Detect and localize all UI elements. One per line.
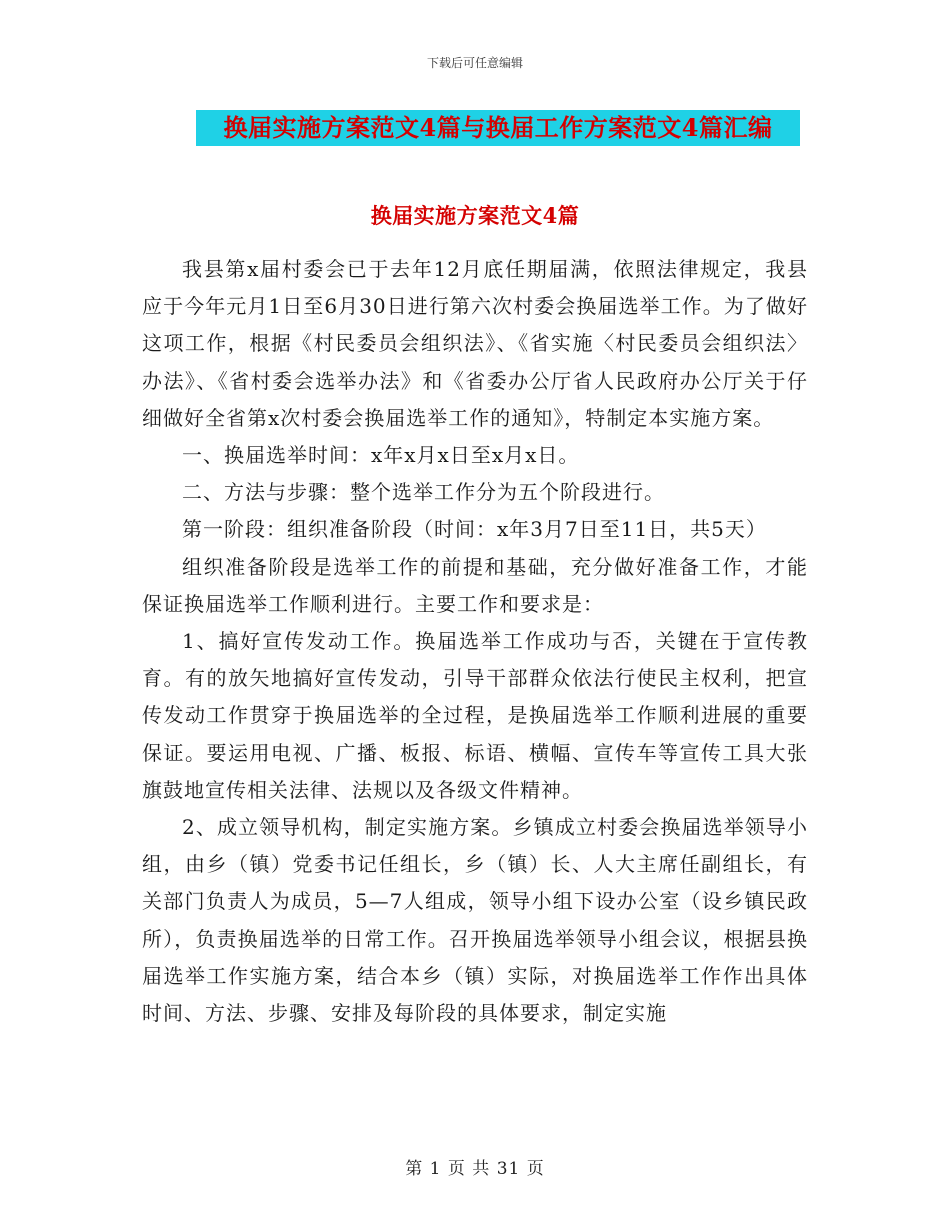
paragraph: 组织准备阶段是选举工作的前提和基础，充分做好准备工作，才能保证换届选举工作顺利进行。主要工作和要求是：	[142, 554, 808, 616]
paragraph: 二、方法与步骤：整个选举工作分为五个阶段进行。	[182, 480, 665, 505]
paragraph: 第一阶段：组织准备阶段（时间：x年3月7日至11日，共5天）	[182, 517, 767, 542]
header-note: 下载后可任意编辑	[426, 56, 523, 70]
paragraph: 2、成立领导机构，制定实施方案。乡镇成立村委会换届选举领导小组，由乡（镇）党委书记任组长，乡（镇）长、人大主席任副组长，有关部门负责人为成员，5—7人组成，领导小组下设办公室（设乡镇民政所），负责换届选举的日常工作。召开换届选举领导小组会议，根据县换届选举工作实施方案，结合本乡（镇）实际，对换届选举工作作出具体时间、方法、步骤、安排及每阶段的具体要求，制定实施	[142, 815, 808, 1026]
paragraph: 我县第x届村委会已于去年12月底任期届满，依照法律规定，我县应于今年元月1日至6月30日进行第六次村委会换届选举工作。为了做好这项工作，根据《村民委员会组织法》、《省实施〈村民委员会组织法〉办法》、《省村委会选举办法》和《省委办公厅省人民政府办公厅关于仔细做好全省第x次村委会换届选举工作的通知》，特制定本实施方案。	[142, 257, 808, 430]
section-title: 换届实施方案范文4篇	[370, 203, 580, 228]
document-body	[142, 251, 808, 1032]
document-title: 换届实施方案范文4篇与换届工作方案范文4篇汇编	[223, 113, 773, 142]
page-footer: 第 1 页 共 31 页	[405, 1159, 545, 1179]
paragraph: 1、搞好宣传发动工作。换届选举工作成功与否，关键在于宣传教育。有的放矢地搞好宣传发动，引导干部群众依法行使民主权利，把宣传发动工作贯穿于换届选举的全过程，是换届选举工作顺利进展的重要保证。要运用电视、广播、板报、标语、横幅、宣传车等宣传工具大张旗鼓地宣传相关法律、法规以及各级文件精神。	[142, 629, 808, 802]
paragraph: 一、换届选举时间：x年x月x日至x月x日。	[182, 443, 580, 468]
